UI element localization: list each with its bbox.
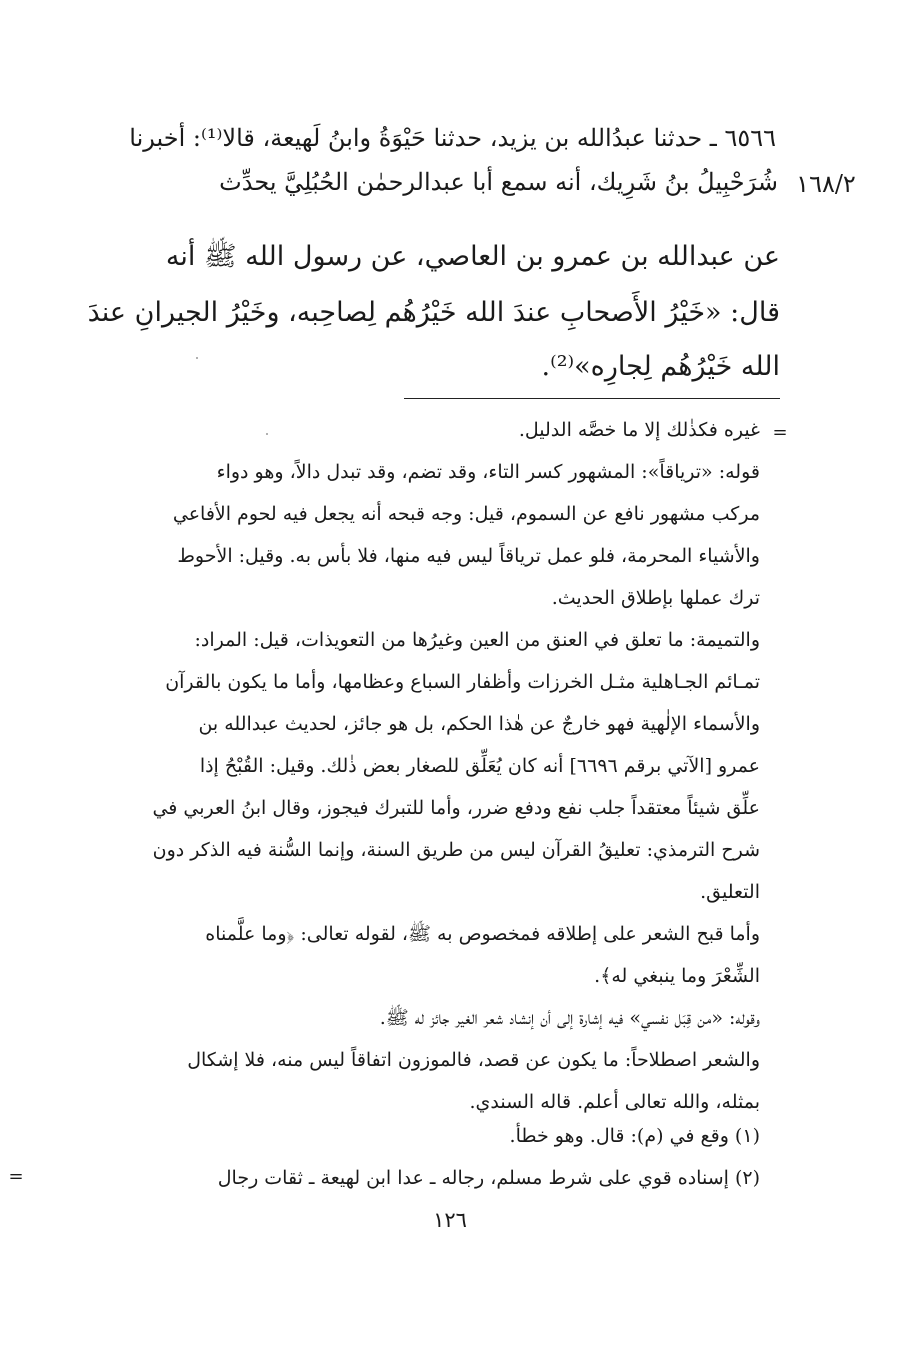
footnote-line: بمثله، والله تعالى أعلم. قاله السندي. (469, 1091, 760, 1113)
footnote-line: مركب مشهور نافع عن السموم، قيل: وجه قبحه أنه يجعل فيه لحوم الأفاعي (172, 503, 760, 525)
hadith-isnad-line-2: شُرَحْبِيلُ بنُ شَرِيك، أنه سمع أبا عبدالرحمٰن الحُبُلِيَّ يحدِّث (219, 168, 778, 196)
hadith-matn-line-3: الله خَيْرُهُم لِجارِه»⁽²⁾. (541, 351, 780, 382)
footnote-line: والأشياء المحرمة، فلو عمل ترياقاً ليس فيه منها، فلا بأس به. وقيل: الأحوط (177, 545, 760, 567)
footnote-note-2: (٢) إسناده قوي على شرط مسلم، رجاله ـ عدا ابن لهيعة ـ ثقات رجال (217, 1167, 760, 1189)
footnote-line: والتميمة: ما تعلق في العنق من العين وغيرُها من التعويذات، قيل: المراد: (194, 629, 760, 651)
margin-reference: ١٦٨/٢ (796, 170, 856, 198)
hadith-matn-line-1: عن عبدالله بن عمرو بن العاصي، عن رسول الله ﷺ أنه (165, 241, 780, 272)
continuation-mark-top: = (772, 422, 788, 443)
footnote-line: وأما قبح الشعر على إطلاقه فمخصوص به ﷺ، لقوله تعالى: ﴿وما علَّمناه (205, 923, 760, 945)
continuation-mark-bottom: = (8, 1166, 24, 1187)
scan-speck (196, 357, 198, 359)
footnote-line: غيره فكذٰلك إلا ما خصَّه الدليل. (518, 419, 760, 441)
page-number: ١٢٦ (433, 1208, 467, 1232)
footnote-line: والأسماء الإلٰهية فهو خارجٌ عن هٰذا الحكم، بل هو جائز، لحديث عبدالله بن (198, 713, 760, 735)
footnote-line: شرح الترمذي: تعليقُ القرآن ليس من طريق السنة، وإنما السُّنة فيه الذكر دون (152, 839, 760, 861)
footnote-line: علِّق شيئاً معتقداً جلب نفع ودفع ضرر، وأما للتبرك فيجوز، وقال ابنُ العربي في (152, 797, 760, 819)
footnote-line: تمـائم الجـاهلية مثـل الخرزات وأظفار السباع وعظامها، وأما ما يكون بالقرآن (165, 671, 760, 693)
footnote-line: وقوله: «من قِبَل نفسي» فيه إشارة إلى أن إنشاد شعر الغير جائز له ﷺ. (379, 1007, 760, 1029)
hadith-isnad-line-1: ٦٥٦٦ ـ حدثنا عبدُالله بن يزيد، حدثنا حَيْوَةُ وابنُ لَهيعة، قالا⁽¹⁾: أخبرنا (129, 124, 776, 152)
footnote-line: الشِّعْرَ وما ينبغي له﴾. (594, 965, 760, 987)
footnote-line: والشعر اصطلاحاً: ما يكون عن قصد، فالموزون اتفاقاً ليس منه، فلا إشكال (187, 1049, 760, 1071)
footnote-line: ترك عملها بإطلاق الحديث. (551, 587, 760, 609)
footnote-line: عمرو [الآتي برقم ٦٦٩٦] أنه كان يُعَلِّق للصغار بعض ذٰلك. وقيل: القُبْحُ إذا (199, 755, 760, 777)
footnote-line: التعليق. (700, 881, 760, 903)
footnote-note-1: (١) وقع في (م): قال. وهو خطأ. (509, 1125, 760, 1147)
footnote-line: قوله: «ترياقاً»: المشهور كسر التاء، وقد تضم، وقد تبدل دالاً، وهو دواء (216, 461, 760, 483)
footnote-separator (404, 398, 780, 399)
hadith-matn-line-2: قال: «خَيْرُ الأَصحابِ عندَ الله خَيْرُهُم لِصاحِبه، وخَيْرُ الجيرانِ عندَ (87, 297, 780, 328)
